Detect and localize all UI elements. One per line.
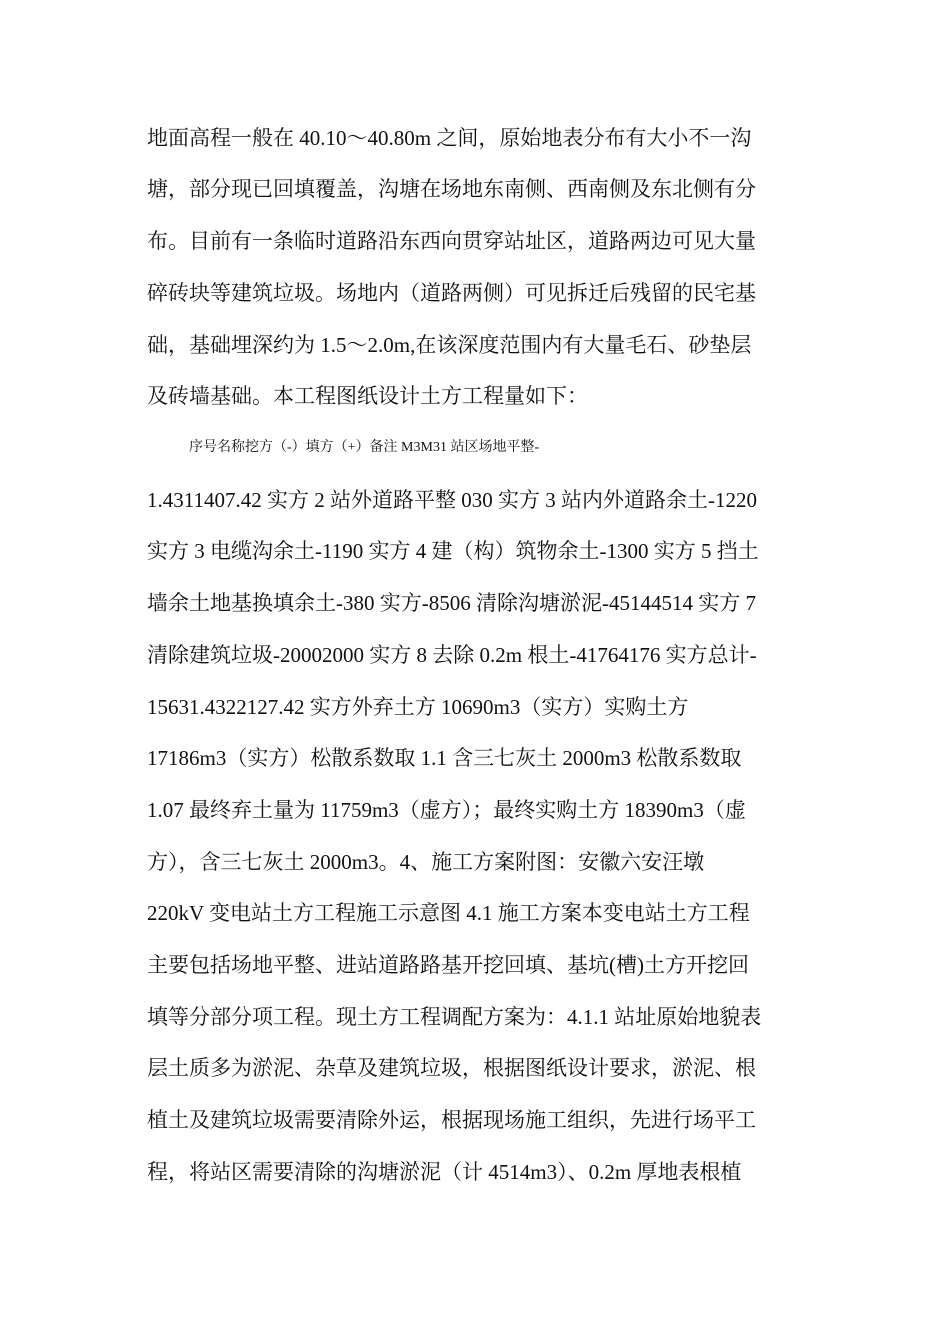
text-line: 塘，部分现已回填覆盖，沟塘在场地东南侧、西南侧及东北侧有分 (147, 177, 756, 201)
text-line: 17186m3（实方）松散系数取 1.1 含三七灰土 2000m3 松散系数取 (147, 746, 742, 770)
text-line: 层土质多为淤泥、杂草及建筑垃圾，根据图纸设计要求，淤泥、根 (147, 1056, 756, 1080)
text-line: 清除建筑垃圾-20002000 实方 8 去除 0.2m 根土-41764176 实方总计- (147, 643, 757, 667)
text-line: 植土及建筑垃圾需要清除外运，根据现场施工组织，先进行场平工 (147, 1108, 756, 1132)
text-line: 碎砖块等建筑垃圾。场地内（道路两侧）可见拆迁后残留的民宅基 (147, 281, 756, 305)
text-line: 及砖墙基础。本工程图纸设计土方工程量如下： (147, 384, 588, 408)
text-line: 础，基础埋深约为 1.5～2.0m,在该深度范围内有大量毛石、砂垫层 (147, 333, 752, 357)
text-line: 地面高程一般在 40.10～40.80m 之间，原始地表分布有大小不一沟 (147, 126, 752, 150)
text-line: 程，将站区需要清除的沟塘淤泥（计 4514m3）、0.2m 厚地表根植 (147, 1160, 742, 1184)
text-line: 序号名称挖方（-）填方（+）备注 M3M31 站区场地平整- (189, 440, 540, 455)
text-line: 主要包括场地平整、进站道路路基开挖回填、基坑(槽)土方开挖回 (147, 953, 749, 977)
text-line: 填等分部分项工程。现土方工程调配方案为：4.1.1 站址原始地貌表 (147, 1005, 762, 1029)
text-line: 实方 3 电缆沟余土-1190 实方 4 建（构）筑物余土-1300 实方 5 挡土 (147, 539, 759, 563)
text-line: 方），含三七灰土 2000m3。4、施工方案附图：安徽六安汪墩 (147, 850, 705, 874)
text-line: 1.07 最终弃土量为 11759m3（虚方）；最终实购土方 18390m3（虚 (147, 798, 746, 822)
text-line: 15631.4322127.42 实方外弃土方 10690m3（实方）实购土方 (147, 695, 689, 719)
text-line: 布。目前有一条临时道路沿东西向贯穿站址区，道路两边可见大量 (147, 229, 756, 253)
text-line: 1.4311407.42 实方 2 站外道路平整 030 实方 3 站内外道路余土-1220 (147, 488, 757, 512)
text-line: 220kV 变电站土方工程施工示意图 4.1 施工方案本变电站土方工程 (147, 901, 750, 925)
text-line: 墙余土地基换填余土-380 实方-8506 清除沟塘淤泥-45144514 实方 7 (147, 591, 756, 615)
